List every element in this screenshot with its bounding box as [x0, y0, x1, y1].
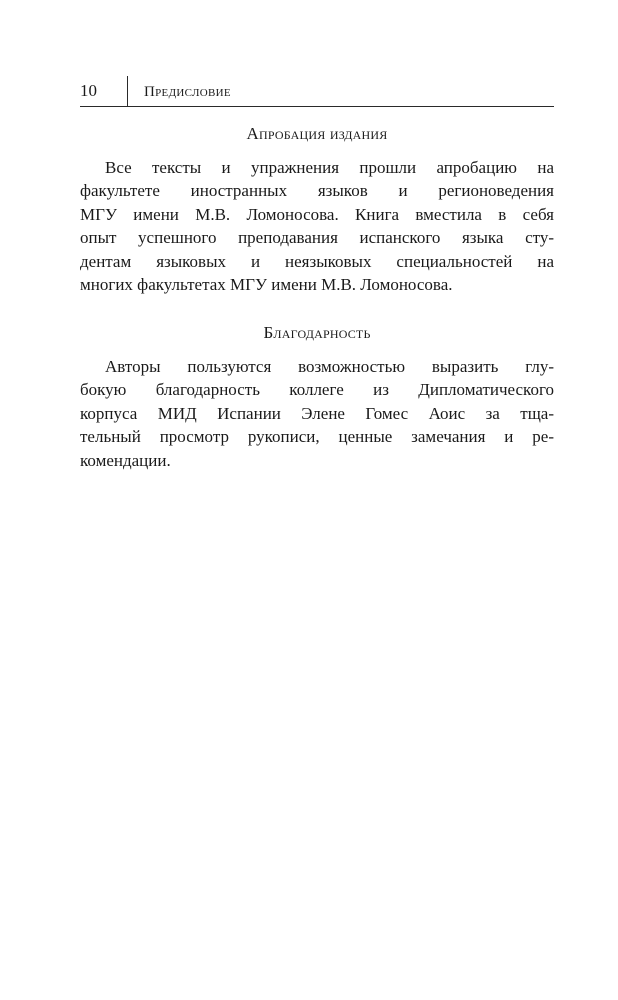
paragraph-line: Авторы пользуются возможностью выразить глу-: [105, 357, 554, 376]
paragraph-gratitude: [80, 355, 554, 472]
running-head-title: Предисловие: [144, 84, 231, 100]
paragraph-line: факультете иностранных языков и регионоведения: [80, 181, 554, 201]
paragraph-line: МГУ имени М.В. Ломоносова. Книга вместила в себя: [80, 204, 554, 224]
paragraph-line: многих факультетах МГУ имени М.В. Ломоносова.: [80, 274, 453, 294]
paragraph-line: бокую благодарность коллеге из Дипломатического: [80, 380, 554, 400]
paragraph-line: опыт успешного преподавания испанского языка сту-: [80, 228, 554, 248]
paragraph-line: Все тексты и упражнения прошли апробацию на: [105, 158, 554, 177]
section-heading-gratitude: Благодарность: [263, 323, 371, 342]
running-head: [80, 76, 554, 107]
paragraph-line: дентам языковых и неязыковых специальностей на: [80, 251, 554, 271]
paragraph-line: корпуса МИД Испании Элене Гомес Аоис за тща-: [80, 403, 554, 423]
paragraph-line: комендации.: [80, 450, 171, 470]
paragraph-line: тельный просмотр рукописи, ценные замечания и ре-: [80, 427, 554, 447]
page-number: 10: [80, 81, 97, 100]
paragraph-approbation: [80, 156, 554, 296]
running-head-divider: [127, 76, 128, 106]
section-heading-approbation: Апробация издания: [246, 124, 388, 143]
